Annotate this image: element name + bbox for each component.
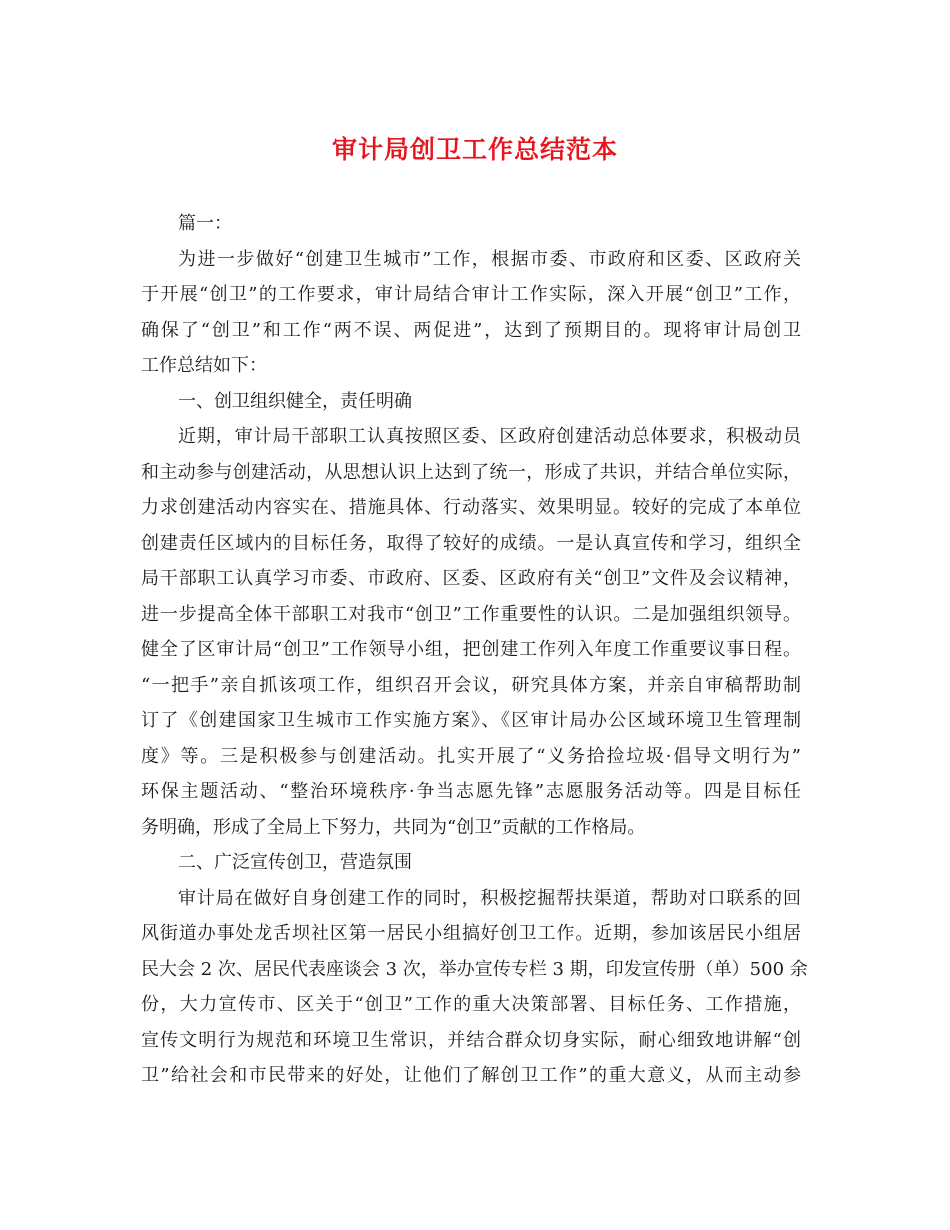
- text-line: 创建责任区域内的目标任务，取得了较好的成绩。一是认真宣传和学习，组织全: [141, 532, 801, 554]
- text-line: 订了《创建国家卫生城市工作实施方案》、《区审计局办公区域环境卫生管理制: [141, 710, 801, 731]
- text-line: 宣传文明行为规范和环境卫生常识，并结合群众切身实际，耐心细致地讲解“创: [141, 1029, 801, 1051]
- text-line: 环保主题活动、“整治环境秩序·争当志愿先锋”志愿服务活动等。四是目标任: [141, 781, 801, 802]
- text-line: 卫”给社会和市民带来的好处，让他们了解创卫工作”的重大意义，从而主动参: [141, 1065, 801, 1086]
- text-line: 审计局在做好自身创建工作的同时，积极挖掘帮扶渠道，帮助对口联系的回: [178, 887, 801, 909]
- text-line: 于开展“创卫”的工作要求，审计局结合审计工作实际，深入开展“创卫”工作，: [141, 284, 801, 305]
- text-line: 确保了“创卫”和工作“两不误、两促进”，达到了预期目的。现将审计局创卫: [141, 319, 801, 341]
- text-line: “一把手”亲自抓该项工作，组织召开会议，研究具体方案，并亲自审稿帮助制: [141, 674, 801, 696]
- text-line: 度》等。三是积极参与创建活动。扎实开展了“义务拾捡垃圾·倡导文明行为”: [141, 745, 801, 767]
- text-line: 风街道办事处龙舌坝社区第一居民小组搞好创卫工作。近期，参加该居民小组居: [141, 923, 801, 944]
- text-line: 局干部职工认真学习市委、市政府、区委、区政府有关“创卫”文件及会议精神，: [141, 568, 801, 589]
- text-line: 和主动参与创建活动，从思想认识上达到了统一，形成了共识，并结合单位实际，: [141, 461, 801, 483]
- text-line: 健全了区审计局“创卫”工作领导小组，把创建工作列入年度工作重要议事日程。: [141, 639, 801, 660]
- text-line: 进一步提高全体干部职工对我市“创卫”工作重要性的认识。二是加强组织领导。: [141, 603, 801, 625]
- text-line: 二、广泛宣传创卫，营造氛围: [178, 852, 412, 873]
- text-line: 民大会 2 次、居民代表座谈会 3 次，举办宣传专栏 3 期，印发宣传册（单）500 余: [141, 958, 808, 980]
- text-line: 份，大力宣传市、区关于“创卫”工作的重大决策部署、目标任务、工作措施，: [141, 994, 801, 1015]
- text-line: 务明确，形成了全局上下努力，共同为“创卫”贡献的工作格局。: [141, 816, 646, 838]
- text-line: 篇一：: [178, 213, 232, 234]
- text-line: 为进一步做好“创建卫生城市”工作，根据市委、市政府和区委、区政府关: [178, 248, 801, 270]
- text-line: 近期，审计局干部职工认真按照区委、区政府创建活动总体要求，积极动员: [178, 426, 801, 447]
- text-line: 力求创建活动内容实在、措施具体、行动落实、效果明显。较好的完成了本单位: [141, 497, 801, 518]
- text-line: 一、创卫组织健全，责任明确: [178, 390, 412, 412]
- text-line: 工作总结如下：: [141, 355, 267, 376]
- document-body: [141, 206, 808, 1094]
- document-title: 审计局创卫工作总结范本: [331, 135, 618, 164]
